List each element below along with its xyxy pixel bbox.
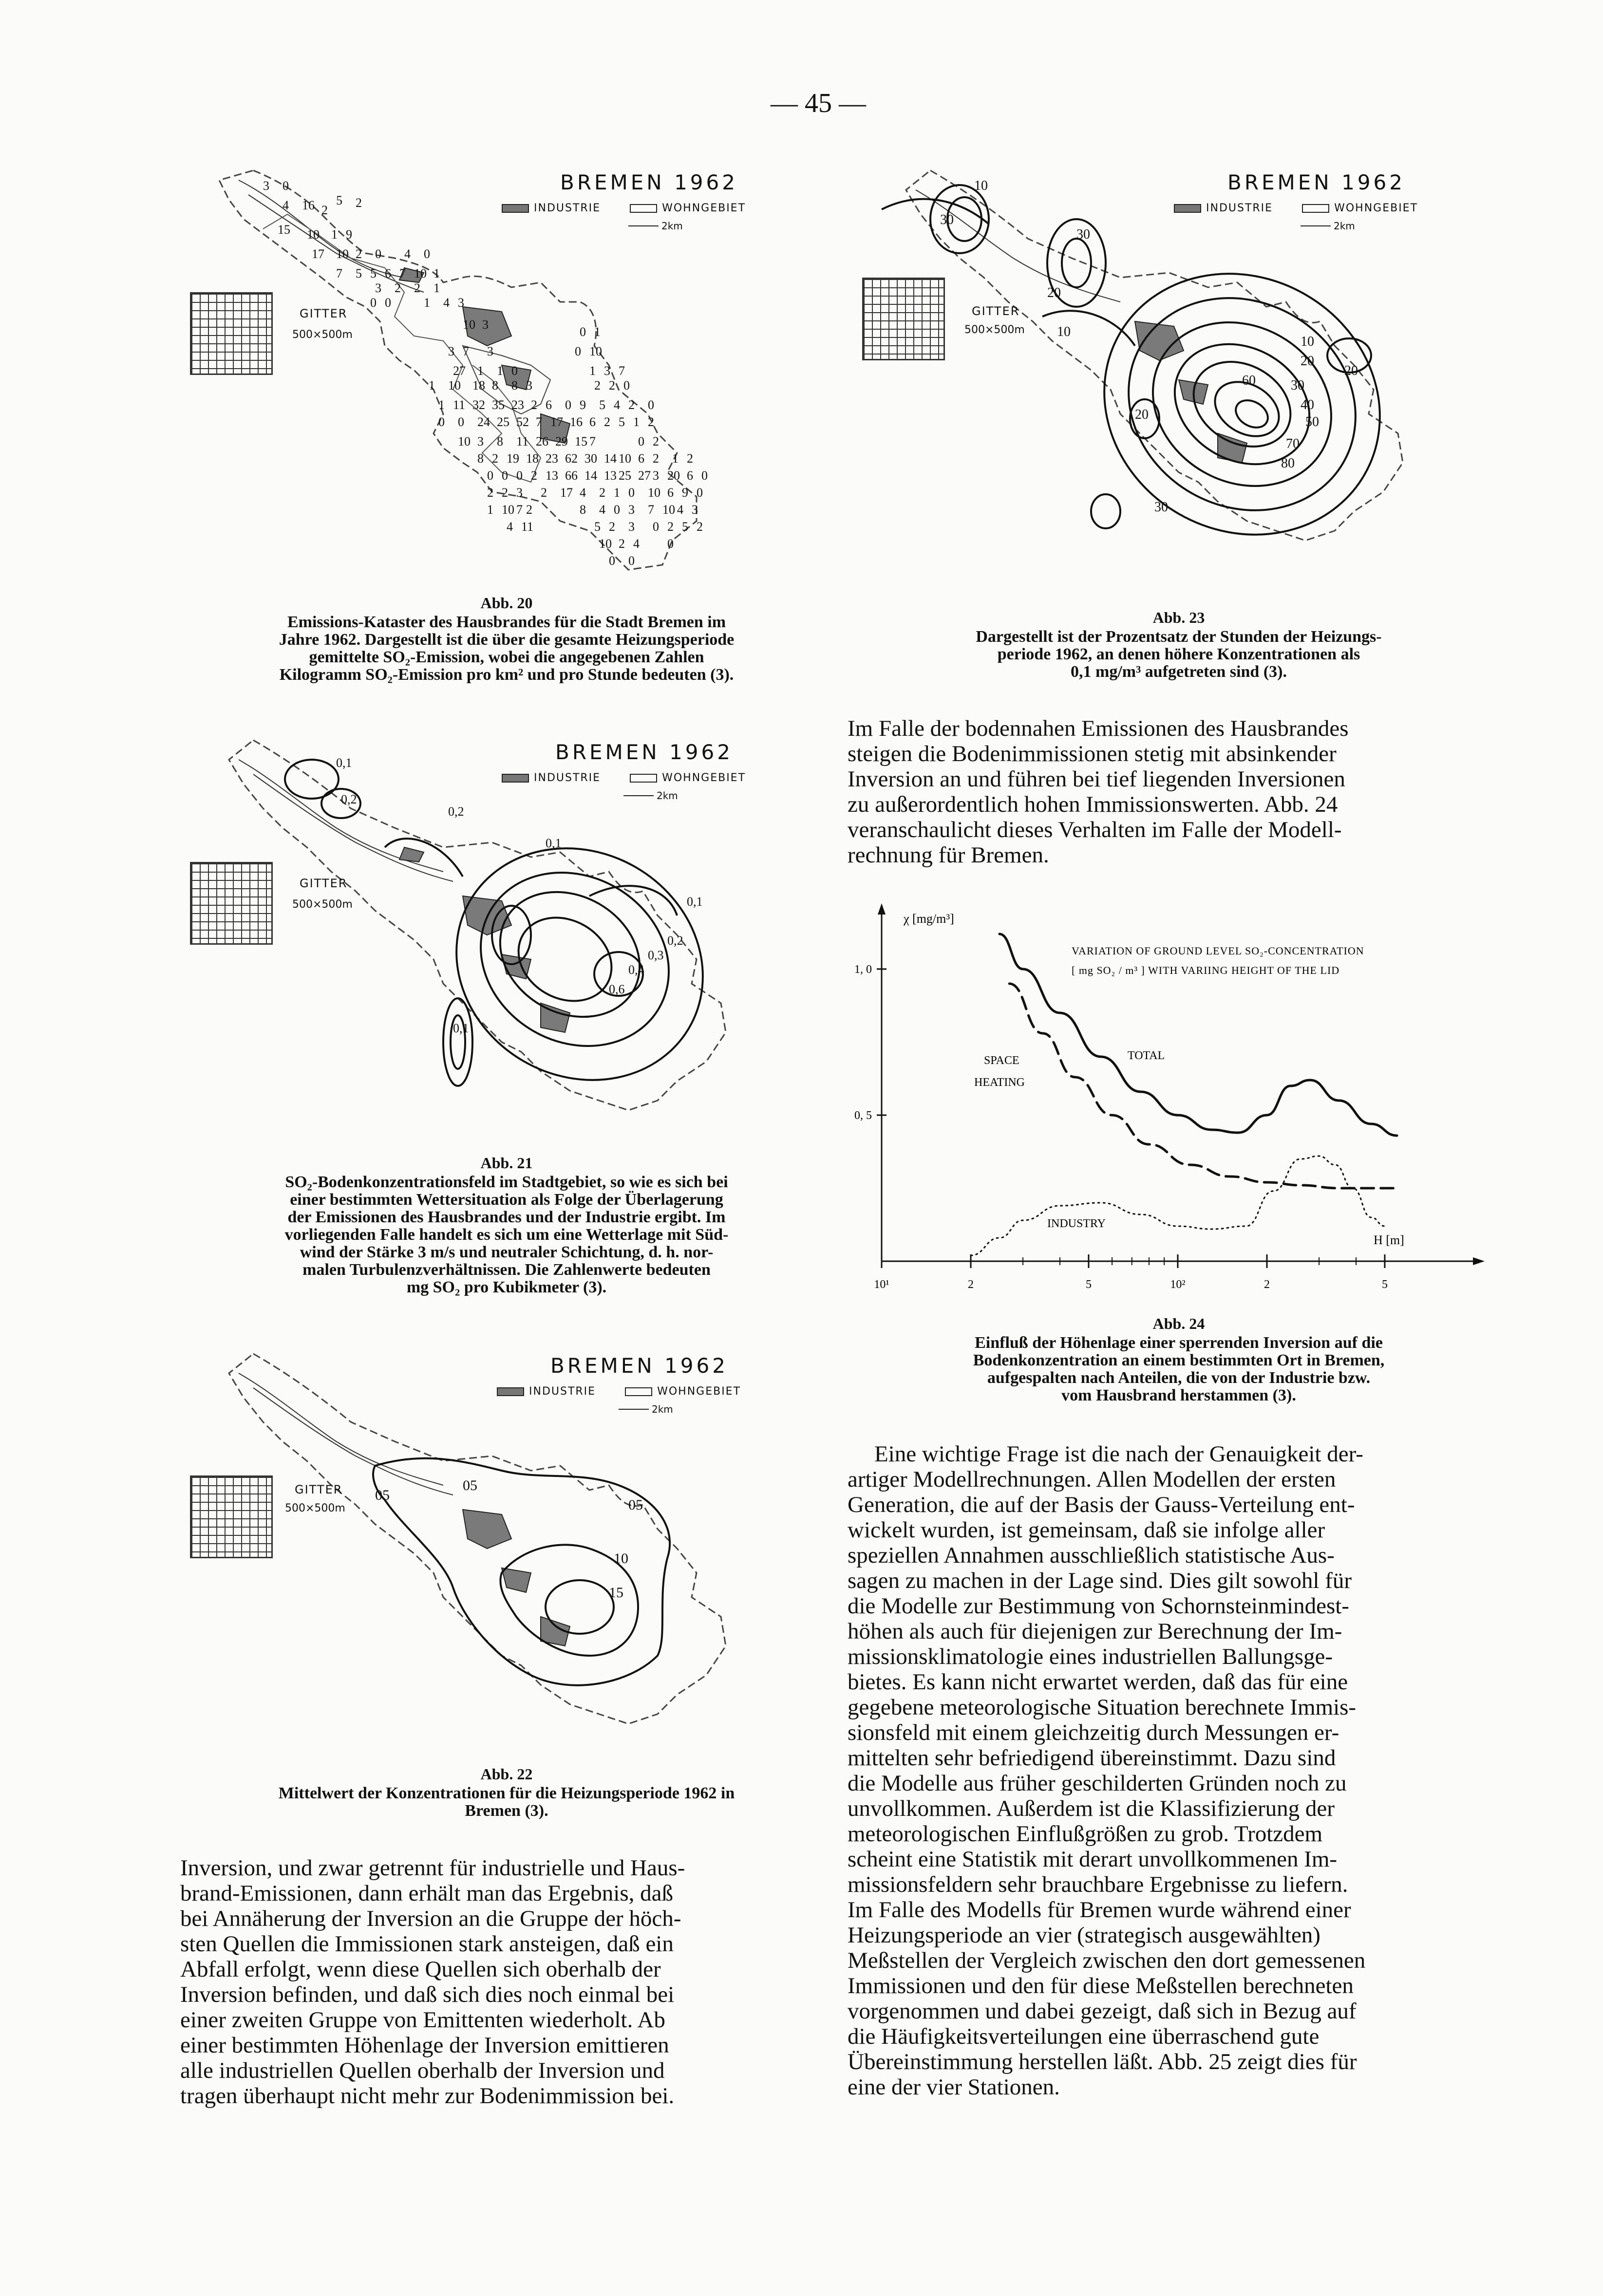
svg-text:8: 8: [580, 503, 586, 517]
contour-label: 70: [1286, 436, 1300, 451]
grid-sample: [190, 862, 273, 945]
svg-text:2: 2: [619, 537, 625, 551]
industry-swatch: [497, 1387, 524, 1396]
svg-text:32: 32: [472, 398, 485, 412]
svg-text:1: 1: [589, 364, 596, 378]
map-title: BREMEN 1962: [1227, 170, 1405, 194]
svg-text:4: 4: [283, 198, 289, 212]
right-intro-paragraph: Im Falle der bodennahen Emissionen des Hausbrandes steigen die Bodenimmissionen stetig mit absinkender Inversion an und führen bei tief liegenden Inversionen zu außerordentlich hohen Immissionswerten. Abb. 24 veranschaulicht dieses Verhalten im Falle der Modell- rechnung für Bremen.: [848, 716, 1349, 868]
grid-sample: [190, 292, 273, 375]
series-label-space-heating-2: HEATING: [974, 1076, 1025, 1089]
svg-text:27: 27: [638, 468, 651, 483]
svg-text:0: 0: [502, 468, 508, 483]
x-tick-label: 5: [1085, 1278, 1092, 1291]
svg-text:3: 3: [604, 364, 610, 378]
contour-label: 30: [940, 212, 954, 227]
svg-text:0: 0: [487, 468, 493, 483]
svg-text:1: 1: [672, 451, 679, 466]
svg-text:3: 3: [375, 281, 381, 295]
svg-text:10: 10: [648, 485, 660, 500]
svg-text:5: 5: [599, 398, 605, 412]
svg-text:2: 2: [609, 520, 615, 534]
y-axis-label: χ [mg/m³]: [904, 912, 954, 926]
contour-label: 60: [1242, 373, 1256, 388]
legend-industry: INDUSTRIE: [529, 1385, 596, 1398]
contour-label: 20: [1135, 407, 1149, 422]
svg-text:0: 0: [697, 485, 703, 500]
svg-text:10: 10: [599, 537, 612, 551]
figure-24-chart: [843, 901, 1495, 1300]
grid-sample: [190, 1475, 273, 1558]
svg-text:5: 5: [619, 415, 625, 429]
svg-text:6: 6: [638, 451, 644, 466]
svg-text:6: 6: [667, 485, 674, 500]
y-axis-arrow: [878, 903, 886, 915]
svg-text:13: 13: [546, 468, 558, 483]
svg-text:7: 7: [336, 266, 342, 280]
grid-label: GITTER: [300, 877, 348, 890]
contour-label: 0,4: [628, 963, 644, 977]
series-label-industry: INDUSTRY: [1047, 1217, 1106, 1230]
contour-label: 10: [1057, 324, 1071, 339]
svg-text:6: 6: [385, 266, 391, 280]
svg-text:52: 52: [516, 415, 529, 429]
svg-text:4: 4: [614, 398, 620, 412]
svg-text:3: 3: [458, 296, 464, 310]
y-tick-label: 1, 0: [854, 963, 872, 976]
svg-text:0: 0: [667, 537, 674, 551]
svg-text:3: 3: [628, 520, 635, 534]
grid-sample: [862, 278, 945, 360]
x-tick-label: 5: [1381, 1278, 1388, 1291]
grid-label: GITTER: [972, 304, 1020, 318]
svg-text:4: 4: [404, 247, 411, 261]
svg-text:18: 18: [472, 378, 485, 392]
svg-text:25: 25: [619, 468, 631, 483]
svg-text:3: 3: [487, 344, 493, 358]
map-legend: [502, 772, 746, 784]
svg-text:26: 26: [536, 434, 548, 448]
residential-swatch: [630, 204, 657, 213]
svg-text:0: 0: [623, 378, 630, 392]
svg-text:13: 13: [604, 468, 617, 483]
svg-text:4: 4: [507, 520, 513, 534]
grid-size: 500×500m: [292, 329, 353, 341]
contour-label: 0,2: [667, 933, 683, 948]
svg-text:7: 7: [589, 434, 596, 448]
svg-text:10: 10: [448, 378, 461, 392]
svg-text:6: 6: [687, 468, 693, 483]
svg-text:2: 2: [356, 196, 362, 210]
svg-text:16: 16: [302, 198, 315, 212]
map-scale: 2km: [623, 790, 678, 802]
svg-text:5: 5: [336, 193, 342, 207]
svg-text:1: 1: [438, 398, 445, 412]
figure-24-caption: Einfluß der Höhenlage einer sperrenden Inversion auf die Bodenkonzentration an einem bestimmten Ort in Bremen, aufgespalten nach Anteilen, die von der Industrie bzw. vom Hausbrand herstammen (3).: [973, 1334, 1385, 1404]
contour-label: 0,1: [336, 756, 352, 770]
contour-label: 0,2: [341, 792, 357, 806]
svg-text:3: 3: [692, 503, 698, 517]
contour-label: 05: [375, 1487, 390, 1503]
svg-text:2: 2: [492, 451, 498, 466]
svg-text:7: 7: [648, 503, 654, 517]
svg-text:15: 15: [575, 434, 587, 448]
svg-text:8: 8: [477, 451, 484, 466]
svg-text:3: 3: [263, 179, 269, 193]
svg-text:10: 10: [589, 344, 602, 358]
contour-label: 50: [1305, 414, 1319, 429]
figure-22-map: [190, 1344, 823, 1763]
svg-text:11: 11: [453, 398, 466, 412]
svg-text:30: 30: [585, 451, 597, 466]
svg-text:10: 10: [502, 503, 514, 517]
svg-text:2: 2: [356, 247, 362, 261]
figure-23-caption: Dargestellt ist der Prozentsatz der Stunden der Heizungs- periode 1962, an denen höhere Konzentrationen als 0,1 mg/m³ aufgetreten sind (3).: [976, 628, 1382, 681]
svg-text:7: 7: [619, 364, 625, 378]
svg-text:9: 9: [346, 227, 352, 242]
svg-text:4: 4: [580, 485, 586, 500]
right-body-paragraph: Eine wichtige Frage ist die nach der Genauigkeit der- artiger Modellrechnungen. Allen Modellen der ersten Generation, die auf der Basis der Gauss-Verteilung ent- wickelt wurden, ist gemeinsam, daß sie infolge aller speziellen Annahmen ausschließlich statistische Aus- sagen zu machen in der Lage sind. Dies gilt sowohl für die Modelle zur Bestimmung von Schornsteinmindest- höhen als auch für diejenigen zur Berechnung der Im- missionsklimatologie eines industriellen Ballungsge- bietes. Es kann nicht erwartet werden, daß das für eine gegebene meteorologische Situation berechnete Immis- sionsfeld mit einem gleichzeitig durch Messungen er- mittelten sehr befriedigend übereinstimmt. Dazu sind die Modelle aus früher geschilderten Gründen noch zu unvollkommen. Außerdem ist die Klassifizierung der meteorologischen Einflußgrößen zu grob. Trotzdem scheint eine Statistik mit derart unvollkommenen Im- missionsfeldern sehr brauchbare Ergebnisse zu liefern. Im Falle des Modells für Bremen wurde während einer Heizungsperiode an vier (strategisch ausgewählten) Meßstellen der Vergleich zwischen den dort gemessenen Immissionen und den für diese Meßstellen berechneten vorgenommen und dabei gezeigt, daß sich in Bezug auf die Häufigkeitsverteilungen eine überraschend gute Übereinstimmung herstellen läßt. Abb. 25 zeigt dies für eine der vier Stationen.: [848, 1441, 1366, 2100]
svg-text:0: 0: [385, 296, 391, 310]
svg-text:3: 3: [653, 468, 659, 483]
map-legend: [497, 1385, 741, 1398]
contour-label: 20: [1301, 354, 1314, 369]
page-number: — 45 —: [771, 88, 866, 118]
svg-text:3: 3: [448, 344, 454, 358]
figure-22: [190, 1344, 823, 1763]
grid-size: 500×500m: [964, 324, 1025, 336]
x-tick-label: 2: [1264, 1278, 1270, 1291]
svg-text:0: 0: [609, 554, 615, 568]
svg-text:2: 2: [531, 398, 537, 412]
figure-21: [190, 730, 823, 1154]
svg-text:35: 35: [492, 398, 505, 412]
contour-label: 30: [1154, 500, 1168, 515]
industry-swatch: [1174, 204, 1201, 213]
x-tick-label: 2: [968, 1278, 974, 1291]
svg-text:0: 0: [283, 179, 289, 193]
svg-text:0: 0: [653, 520, 659, 534]
figure-21-label: Abb. 21: [480, 1154, 533, 1172]
svg-text:0: 0: [370, 296, 377, 310]
svg-text:1: 1: [594, 325, 601, 339]
contour-label: 0,6: [609, 982, 625, 996]
svg-text:2: 2: [604, 415, 610, 429]
svg-text:0: 0: [701, 468, 708, 483]
svg-text:5: 5: [682, 520, 688, 534]
svg-text:6: 6: [589, 415, 596, 429]
svg-text:2: 2: [395, 281, 401, 295]
svg-text:1: 1: [434, 281, 440, 295]
svg-text:1: 1: [434, 266, 440, 280]
grid-label: GITTER: [295, 1483, 343, 1496]
svg-text:0: 0: [375, 247, 381, 261]
svg-text:10: 10: [458, 434, 471, 448]
contour-label: 0,1: [546, 836, 562, 850]
svg-text:0: 0: [438, 415, 445, 429]
figure-21-map: [190, 730, 823, 1154]
svg-text:5: 5: [594, 520, 601, 534]
svg-text:3: 3: [628, 503, 635, 517]
svg-text:1: 1: [477, 364, 484, 378]
contour-label: 30: [1076, 227, 1090, 242]
svg-text:2: 2: [609, 378, 615, 392]
svg-text:23: 23: [546, 451, 558, 466]
svg-text:18: 18: [526, 451, 539, 466]
svg-text:0: 0: [424, 247, 430, 261]
svg-text:2: 2: [594, 378, 601, 392]
map-scale: 2km: [628, 220, 683, 232]
svg-text:9: 9: [580, 398, 586, 412]
svg-text:2: 2: [321, 203, 328, 217]
svg-text:0: 0: [516, 468, 523, 483]
svg-text:1: 1: [614, 485, 620, 500]
map-title: BREMEN 1962: [555, 740, 733, 764]
contour-label: 0,1: [687, 895, 703, 909]
svg-text:0: 0: [575, 344, 581, 358]
legend-residential: WOHNGEBIET: [1334, 202, 1418, 214]
legend-residential: WOHNGEBIET: [657, 1385, 741, 1398]
svg-text:10: 10: [463, 317, 475, 332]
grid-label: GITTER: [300, 307, 348, 320]
figure-24-label: Abb. 24: [1152, 1315, 1205, 1332]
svg-text:4: 4: [599, 503, 605, 517]
svg-text:2: 2: [599, 485, 605, 500]
series-label-total: TOTAL: [1128, 1049, 1165, 1062]
svg-text:29: 29: [555, 434, 568, 448]
industry-swatch: [502, 774, 529, 783]
contour-label: 40: [1301, 397, 1314, 412]
svg-text:7: 7: [399, 266, 406, 280]
contour-label: 05: [628, 1497, 643, 1513]
svg-text:10: 10: [336, 247, 349, 261]
map-scale: 2km: [1301, 220, 1355, 232]
contour-label: 15: [609, 1585, 623, 1601]
legend-industry: INDUSTRIE: [534, 202, 601, 214]
svg-text:9: 9: [682, 485, 688, 500]
svg-text:0: 0: [458, 415, 464, 429]
contour-label: 05: [463, 1477, 477, 1493]
svg-text:66: 66: [565, 468, 578, 483]
legend-residential: WOHNGEBIET: [662, 202, 746, 214]
svg-text:2: 2: [648, 415, 654, 429]
residential-swatch: [625, 1387, 652, 1396]
figure-23-label: Abb. 23: [1152, 609, 1205, 626]
map-scale: 2km: [619, 1403, 673, 1415]
svg-text:4: 4: [443, 296, 450, 310]
x-axis-label: H [m]: [1374, 1233, 1404, 1247]
svg-text:11: 11: [516, 434, 529, 448]
svg-text:1: 1: [429, 378, 435, 392]
x-tick-label: 10²: [1170, 1278, 1186, 1291]
svg-text:20: 20: [667, 468, 680, 483]
svg-text:2: 2: [531, 468, 537, 483]
svg-text:1: 1: [487, 503, 493, 517]
svg-text:1: 1: [331, 227, 338, 242]
map-title: BREMEN 1962: [560, 170, 738, 194]
svg-text:11: 11: [521, 520, 534, 534]
svg-text:4: 4: [677, 503, 683, 517]
figure-20-caption: Emissions-Kataster des Hausbrandes für die Stadt Bremen im Jahre 1962. Dargestellt ist die über die gesamte Heizungsperiode gemittelte SO₂-Emission, wobei die angegebenen Zahlen Kilogramm SO₂-Emission pro km² und pro Stunde bedeuten (3).: [279, 613, 735, 684]
figure-23-map: [862, 161, 1495, 599]
svg-text:0: 0: [638, 434, 644, 448]
contour-label: 10: [1301, 334, 1314, 349]
svg-text:0: 0: [628, 554, 635, 568]
svg-text:0: 0: [614, 503, 620, 517]
svg-text:0: 0: [580, 325, 586, 339]
svg-text:3: 3: [482, 317, 489, 332]
svg-text:0: 0: [628, 485, 635, 500]
map-title: BREMEN 1962: [550, 1354, 728, 1378]
svg-text:0: 0: [511, 364, 518, 378]
series-label-space-heating-1: SPACE: [984, 1054, 1019, 1067]
svg-text:0: 0: [648, 398, 654, 412]
svg-text:16: 16: [570, 415, 583, 429]
svg-text:1: 1: [633, 415, 640, 429]
svg-text:24: 24: [477, 415, 490, 429]
contour-label: 10: [614, 1550, 628, 1567]
grid-size: 500×500m: [292, 898, 353, 911]
svg-text:10: 10: [619, 451, 631, 466]
svg-text:2: 2: [628, 398, 635, 412]
svg-text:1: 1: [497, 364, 503, 378]
contour-label: 80: [1281, 456, 1295, 471]
svg-text:3: 3: [516, 485, 523, 500]
series-line-industry: [971, 1156, 1385, 1255]
svg-text:17: 17: [312, 247, 324, 261]
contour-label: 30: [1291, 378, 1304, 393]
svg-text:3: 3: [477, 434, 484, 448]
svg-text:25: 25: [497, 415, 509, 429]
svg-text:14: 14: [604, 451, 617, 466]
svg-text:5: 5: [370, 266, 377, 280]
chart-title: VARIATION OF GROUND LEVEL SO₂-CONCENTRATION: [1072, 945, 1364, 957]
svg-text:5: 5: [356, 266, 362, 280]
svg-text:17: 17: [560, 485, 573, 500]
svg-text:10: 10: [662, 503, 675, 517]
figure-20-label: Abb. 20: [480, 594, 533, 612]
svg-text:2: 2: [697, 520, 703, 534]
svg-text:6: 6: [546, 398, 552, 412]
svg-text:3: 3: [526, 378, 532, 392]
svg-text:27: 27: [453, 364, 466, 378]
svg-text:10: 10: [414, 266, 427, 280]
industry-swatch: [502, 204, 529, 213]
figure-23: [862, 161, 1495, 599]
svg-text:8: 8: [492, 378, 498, 392]
chart-subtitle: [ mg SO₂ / m³ ] WITH VARIING HEIGHT OF THE LID: [1072, 964, 1340, 976]
svg-text:2: 2: [667, 520, 674, 534]
svg-text:8: 8: [511, 378, 518, 392]
contour-label: 0,1: [453, 1021, 469, 1035]
legend-industry: INDUSTRIE: [534, 772, 601, 784]
svg-text:17: 17: [550, 415, 563, 429]
residential-swatch: [1302, 204, 1329, 213]
figure-20-map: [190, 161, 823, 584]
svg-text:1: 1: [424, 296, 430, 310]
svg-text:8: 8: [497, 434, 503, 448]
svg-text:0: 0: [565, 398, 571, 412]
legend-residential: WOHNGEBIET: [662, 772, 746, 784]
x-axis-arrow: [1473, 1257, 1485, 1265]
map-legend: [502, 202, 746, 214]
svg-text:62: 62: [565, 451, 578, 466]
svg-text:23: 23: [511, 398, 524, 412]
figure-21-caption: SO₂-Bodenkonzentrationsfeld im Stadtgebiet, so wie es sich bei einer bestimmten Wettersituation als Folge der Überlagerung der Emissionen des Hausbrandes und der Industrie ergibt. Im vorliegenden Falle handelt es sich um eine Wetterlage mit Süd- wind der Stärke 3 m/s und neutraler Schichtung, d. h. nor- malen Turbulenzverhältnissen. Die Zahlenwerte bedeuten mg SO₂ pro Kubikmeter (3).: [284, 1173, 729, 1296]
contour-label: 20: [1344, 363, 1358, 378]
svg-text:7: 7: [516, 503, 523, 517]
svg-text:2: 2: [526, 503, 532, 517]
residential-swatch: [630, 774, 657, 783]
svg-text:2: 2: [687, 451, 693, 466]
contour-label: 10: [974, 178, 988, 193]
svg-text:19: 19: [507, 451, 519, 466]
contour-label: 0,3: [648, 948, 664, 962]
svg-text:15: 15: [278, 223, 290, 237]
svg-text:14: 14: [585, 468, 597, 483]
svg-text:4: 4: [633, 537, 640, 551]
svg-text:2: 2: [487, 485, 493, 500]
svg-text:10: 10: [307, 227, 320, 242]
figure-22-label: Abb. 22: [480, 1765, 533, 1783]
grid-size: 500×500m: [285, 1502, 345, 1514]
x-tick-label: 10¹: [874, 1278, 889, 1291]
svg-text:2: 2: [502, 485, 508, 500]
contour-label: 0,2: [448, 804, 464, 819]
figure-20: [190, 161, 823, 584]
contour-label: 20: [1047, 285, 1061, 300]
svg-text:2: 2: [414, 281, 420, 295]
left-body-paragraph: Inversion, und zwar getrennt für industrielle und Haus- brand-Emissionen, dann erhält man das Ergebnis, daß bei Annäherung der Inversion an die Gruppe der höch- sten Quellen die Immissionen stark ansteigen, daß ein Abfall erfolgt, wenn diese Quellen sich oberhalb der Inversion befinden, und daß sich dies noch einmal bei einer zweiten Gruppe von Emittenten wiederholt. Ab einer bestimmten Höhenlage der Inversion emittieren alle industriellen Quellen oberhalb der Inversion und tragen überhaupt nicht mehr zur Bodenimmission bei.: [180, 1855, 685, 2109]
svg-text:2: 2: [541, 485, 547, 500]
svg-text:7: 7: [463, 344, 469, 358]
map-legend: [1174, 202, 1418, 214]
svg-text:2: 2: [653, 451, 659, 466]
legend-industry: INDUSTRIE: [1206, 202, 1273, 214]
y-tick-label: 0, 5: [854, 1109, 872, 1122]
figure-22-caption: Mittelwert der Konzentrationen für die Heizungsperiode 1962 in Bremen (3).: [278, 1784, 735, 1820]
svg-text:7: 7: [536, 415, 542, 429]
svg-text:2: 2: [653, 434, 659, 448]
